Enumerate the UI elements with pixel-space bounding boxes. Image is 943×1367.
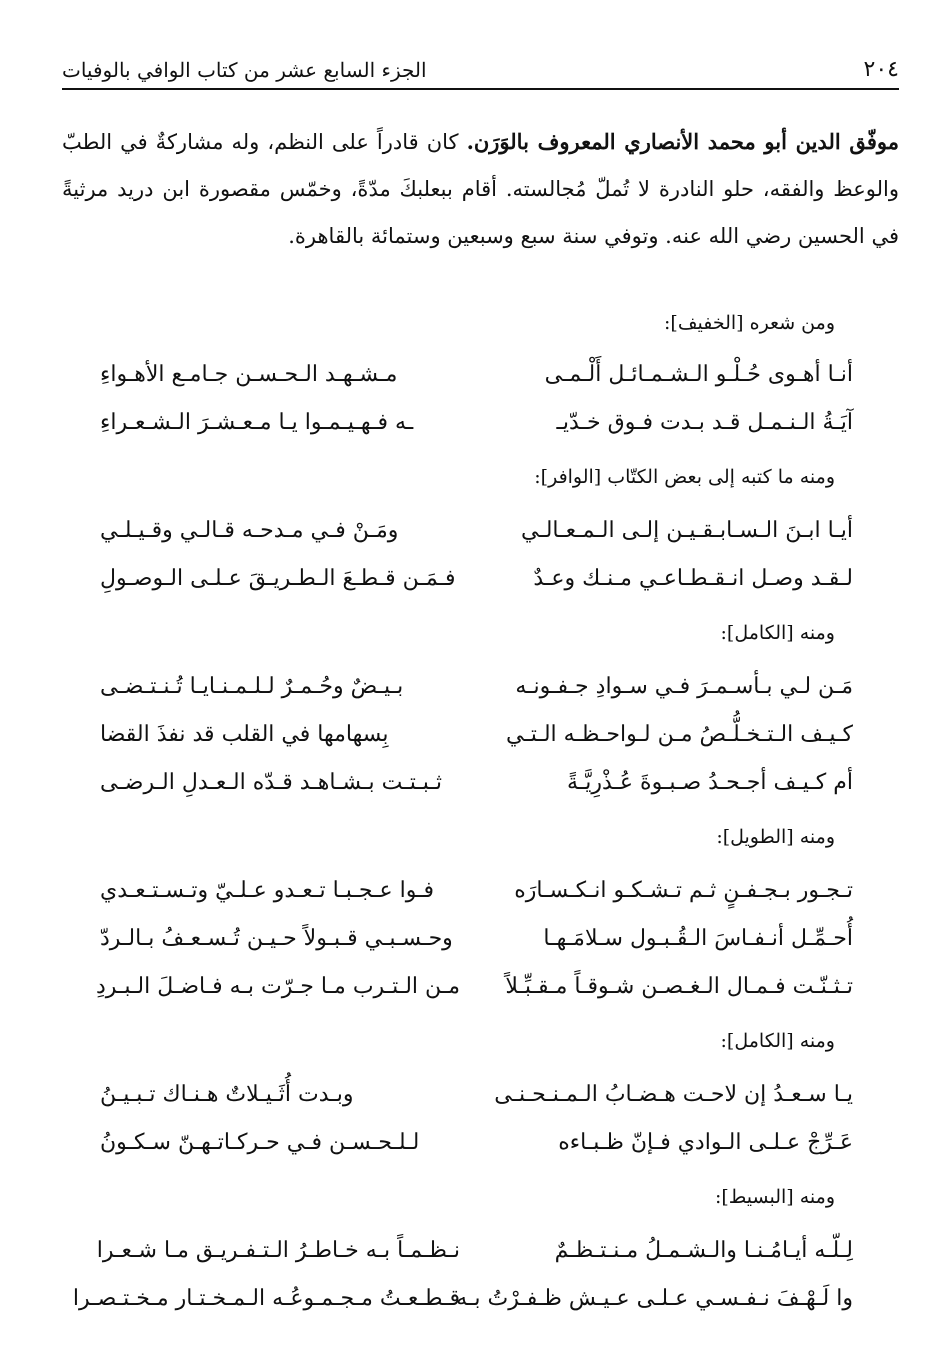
verse-second-hemistich: بـيـضٌ وحُـمـرٌ لـلـمـنـايـا تُـنـتـضـى [100,674,404,699]
verse-first-hemistich: لِـلّـه أيـامُـنـا والـشـمـلُ مـنـتـظـمٌ [554,1238,853,1263]
verse-line [95,974,853,1014]
verse-first-hemistich: كـيـف الـتـخـلُّـصُ مـن لـواحـظـه الـتـي [505,722,853,747]
verse-line [100,518,853,558]
verse-second-hemistich: نـظـمـاً بـه خـاطـرُ الـتـفـريـق مـا شـعـرا [96,1238,460,1263]
verse-line [100,674,853,714]
verse-line [100,362,853,402]
verse-second-hemistich: وحـسـبـي قـبـولاً حـيـن تُـسـعـفُ بـالـردّ [100,926,453,951]
poem-label: ومنه [الكامل]: [720,622,835,644]
verse-line [100,1082,853,1122]
poem-label: ومنه ما كتبه إلى بعض الكتّاب [الوافر]: [534,466,835,488]
verse-first-hemistich: مَـن لـي بـأسـمـرَ فـي سـوادِ جـفـونـه [515,674,853,699]
poem-label: ومنه [الطويل]: [716,826,835,848]
verse-second-hemistich: مـشـهـد الـحـسـن جـامـع الأهـواءِ [100,362,398,387]
page-number: ٢٠٤ [863,57,899,82]
poem-label: ومن شعره [الخفيف]: [664,312,835,334]
verse-second-hemistich: ـه فـهـيـمـوا يـا مـعـشـرَ الـشـعـراءِ [100,410,414,435]
verse-second-hemistich: مـن الـتـرب مـا جـرّت بـه فـاضـلَ الـبـردِ [95,974,460,999]
poem-label: ومنه [الكامل]: [720,1030,835,1052]
page-header [62,56,899,90]
verse-first-hemistich: أيـا ابـنَ الـسـابـقـيـن إلـى الـمـعـالـي [520,518,853,543]
verse-line [100,410,853,450]
verse-second-hemistich: لـلـحـسـن فـي حـركـاتـهـنّ سـكـونُ [100,1130,420,1155]
verse-second-hemistich: بِسهامها في القلب قد نفذَ القضا [100,722,389,747]
running-title: الجزء السابع عشر من كتاب الوافي بالوفيات [62,58,427,82]
verse-first-hemistich: أنـا أهـوى حُـلْـو الـشـمـائـل أَلْـمـى [544,362,853,387]
verse-line [100,722,853,762]
poem-label: ومنه [البسيط]: [714,1186,835,1208]
verse-line [100,770,853,810]
verse-line [72,1286,853,1326]
verse-second-hemistich: ثـبـتـت بـشـاهـد قـدّه الـعـدلِ الـرضـى [100,770,442,795]
verse-second-hemistich: وبـدت أُثَـيـلاتٌ هـنـاك تـبـيـنُ [100,1082,354,1107]
verse-second-hemistich: ومَـنْ فـي مـدحـه قـالـي وقـيـلـي [100,518,399,543]
subject-name: موفّق الدين أبو محمد الأنصاري المعروف بالوَرَن. [466,129,899,154]
verse-first-hemistich: تـجـور بـجـفـنٍ ثـم تـشـكـو انـكـسـارَه [514,878,853,903]
verse-first-hemistich: أم كـيـف أجـحـدُ صـبـوةَ عُـذْرِيَّـةً [566,770,853,795]
verse-line [100,878,853,918]
verse-line [100,1130,853,1170]
verse-second-hemistich: فـوا عـجـبـا تـعـدو عـلـيّ وتـسـتـعـدي [100,878,435,903]
verse-first-hemistich: آيَـةُ الـنـمـل قـد بـدت فـوق خـدّيـ [556,410,853,435]
intro-text: كان قادراً على النظم، وله مشاركةٌ في الطبّ والوعظ والفقه، حلو النادرة لا تُملّ مُجالسته. أقام ببعلبكَ مدّةً، وخمّس مقصورة ابن دريد مرثيةً في الحسين رضي الله عنه. وتوفي سنة سبع وسبعين وستمائة بالقاهرة. [62,130,899,248]
verse-first-hemistich: وا لَـهْـفَ نـفـسـي عـلـى عـيـش ظـفـرْتُ بـه [456,1286,853,1311]
verse-line [100,926,853,966]
verse-second-hemistich: قـطـعـتُ مـجـمـوعُـه الـمـخـتـار مـخـتـصـرا [72,1286,460,1311]
verse-line [96,1238,853,1278]
verse-first-hemistich: أُحـمِّـل أنـفـاسَ الـقُـبـول سـلامَـهـا [543,926,853,951]
verse-line [100,566,853,606]
intro-paragraph [62,118,899,260]
verse-first-hemistich: يـا سـعـدُ إن لاحـت هـضـابُ الـمـنـحـنـى [494,1082,853,1107]
verse-first-hemistich: لـقـد وصـل انـقـطـاعـي مـنـك وعـدٌ [533,566,853,591]
verse-first-hemistich: عَـرِّجْ عـلـى الـوادي فـإنّ ظـبـاءه [558,1130,853,1155]
verse-second-hemistich: فـمَـن قـطـعَ الـطـريـقَ عـلـى الـوصـولِ [100,566,456,591]
verse-first-hemistich: تـثـنّـت فـمـال الـغـصـن شـوقـاً مـقـبِّـلاً [505,974,853,999]
